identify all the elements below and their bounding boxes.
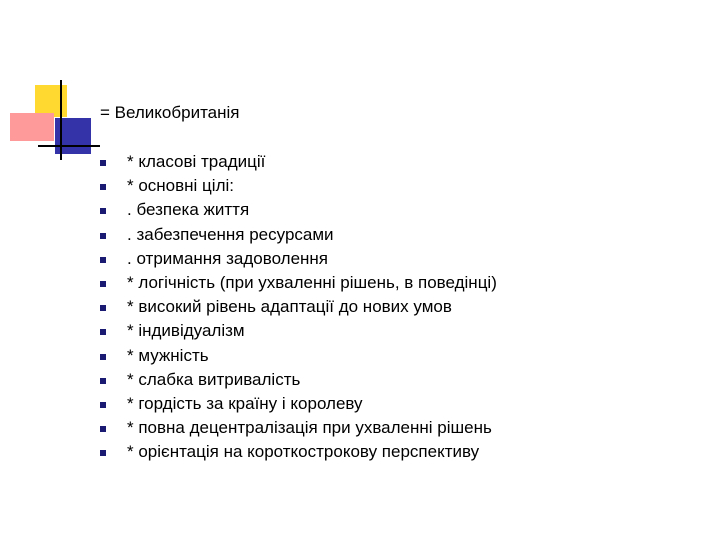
slide-logo-decoration	[0, 0, 100, 170]
bullet-text: . безпека життя	[127, 200, 250, 220]
square-bullet-icon	[100, 329, 106, 335]
logo-horizontal-line	[38, 145, 100, 147]
square-bullet-icon	[100, 378, 106, 384]
bullet-text: * орієнтація на короткострокову перспективу	[127, 442, 480, 462]
bullet-text: * класові традиції	[127, 152, 266, 171]
square-bullet-icon	[100, 184, 106, 190]
square-bullet-icon	[100, 208, 106, 214]
bullet-text: * основні цілі:	[127, 176, 234, 196]
bullet-text: * мужність	[127, 345, 209, 365]
logo-vertical-line	[60, 80, 62, 160]
square-bullet-icon	[100, 160, 106, 166]
bullet-text: * слабка витривалість	[127, 369, 301, 389]
logo-pink-square	[10, 113, 54, 141]
bullet-text: * гордість за країну і королеву	[127, 393, 363, 413]
square-bullet-icon	[100, 281, 106, 287]
slide-title: = Великобританія	[100, 103, 240, 122]
square-bullet-icon	[100, 257, 106, 263]
bullet-text: * логічність (при ухваленні рішень, в поведінці)	[127, 272, 497, 292]
bullet-text: * високий рівень адаптації до нових умов	[127, 297, 452, 317]
square-bullet-icon	[100, 426, 106, 432]
square-bullet-icon	[100, 305, 106, 311]
bullet-text: * повна децентралізація при ухваленні рішень	[127, 418, 492, 438]
bullet-text: . отримання задоволення	[127, 248, 329, 268]
square-bullet-icon	[100, 233, 106, 239]
square-bullet-icon	[100, 402, 106, 408]
square-bullet-icon	[100, 450, 106, 456]
square-bullet-icon	[100, 354, 106, 360]
bullet-text: . забезпечення ресурсами	[127, 224, 334, 244]
bullet-text: * індивідуалізм	[127, 321, 245, 341]
